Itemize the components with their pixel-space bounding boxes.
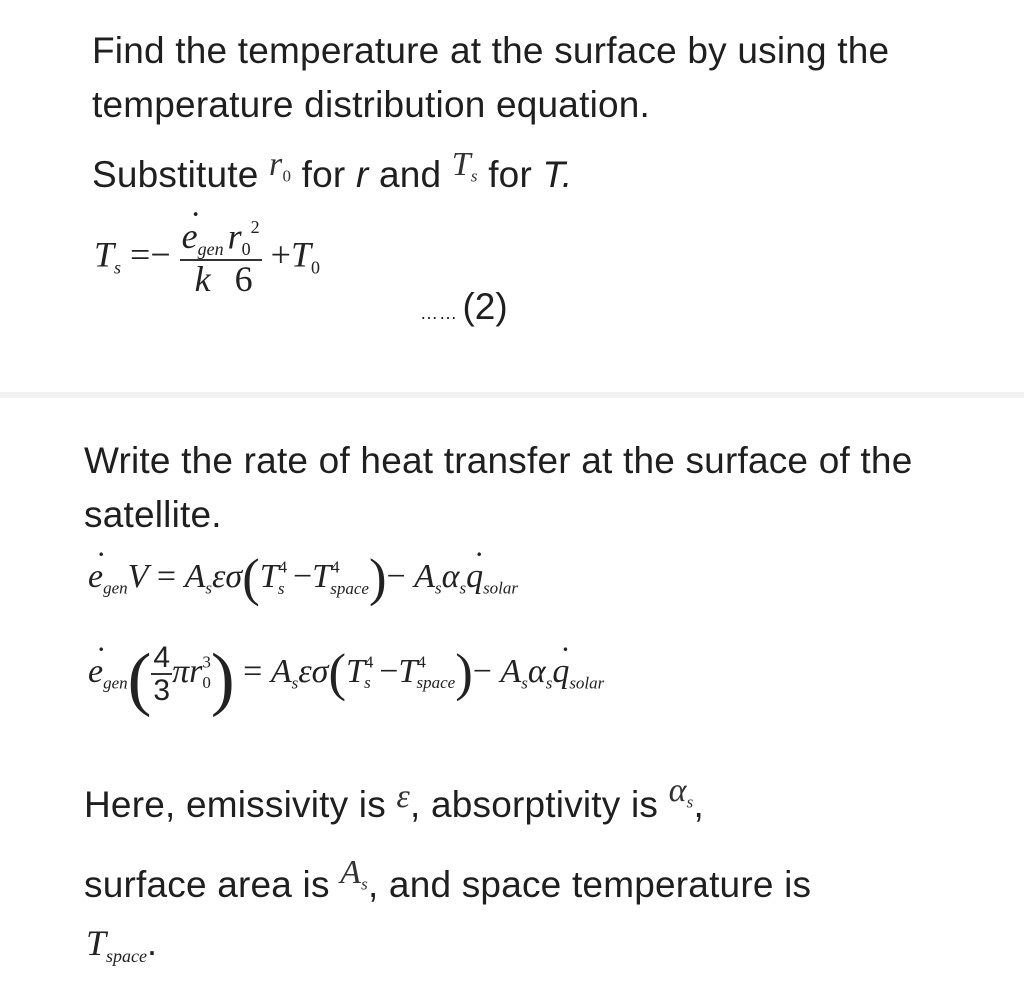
eq2-dots: …… [420, 303, 458, 323]
step2-heading: Write the rate of heat transfer at the surface of the satellite. [84, 440, 913, 535]
T-space-symbol: $T_{space}$. [86, 922, 158, 966]
alpha-s-symbol: $\alpha_s$ [668, 772, 694, 812]
for-word-2: for [488, 154, 532, 195]
Ts-symbol: $T_s$ [451, 146, 478, 186]
eq2-lhs: T [94, 234, 115, 275]
eq2-minus: − [150, 234, 171, 275]
here-line-2: surface area is $A_s$, and space temperature is [84, 858, 1004, 925]
var-r: r [355, 154, 369, 195]
equation-b: ˙ $e_{gen}$( $\frac{4}{3}$ $\pi r^3_0) = A_s\varepsilon\sigma(T^4_s -T^4_{space})-$ $A_s\alpha_s˙$ $q_{solar}$ [88, 638, 988, 720]
equation-2: $T_s$ =− ˙ $\frac{e_{gen}}{k}$ $\frac{r_0^2}{6}$ $+T_0$ [94, 218, 794, 299]
eq2-equals: = [130, 234, 151, 275]
epsilon-symbol: ε [396, 778, 410, 815]
substitute-prefix: Substitute [92, 154, 259, 195]
A-s-symbol: $A_s$ [340, 854, 368, 894]
step2-card [0, 398, 1024, 987]
and-word: and [378, 154, 442, 195]
eq2-plus: + [270, 234, 291, 275]
here-line-1: Here, emissivity is ε, absorptivity is $\alpha_s$, [84, 778, 1004, 845]
r0-symbol: $r_0$ [269, 146, 292, 186]
step1-card [0, 0, 1024, 392]
substitute-line [92, 148, 992, 215]
eq2-label: (2) [462, 286, 508, 327]
step1-heading: Find the temperature at the surface by using the temperature distribution equation. [92, 30, 890, 125]
eq2-T0: T [290, 234, 312, 275]
eq2-frac-r0-6: $\frac{r_0^2}{6}$ [227, 216, 260, 300]
var-T: T. [542, 154, 573, 195]
equation-a: ˙ $e_{gen}V = A_s\varepsilon\sigma(T^4_s -T^4_{space})-$ $A_s\alpha_s˙$ $q_{solar}$ [88, 548, 988, 608]
eq2-label-row [420, 286, 508, 328]
for-word-1: for [301, 154, 346, 195]
eq2-frac-egen-k: ˙ $\frac{e_{gen}}{k}$ [180, 218, 226, 299]
